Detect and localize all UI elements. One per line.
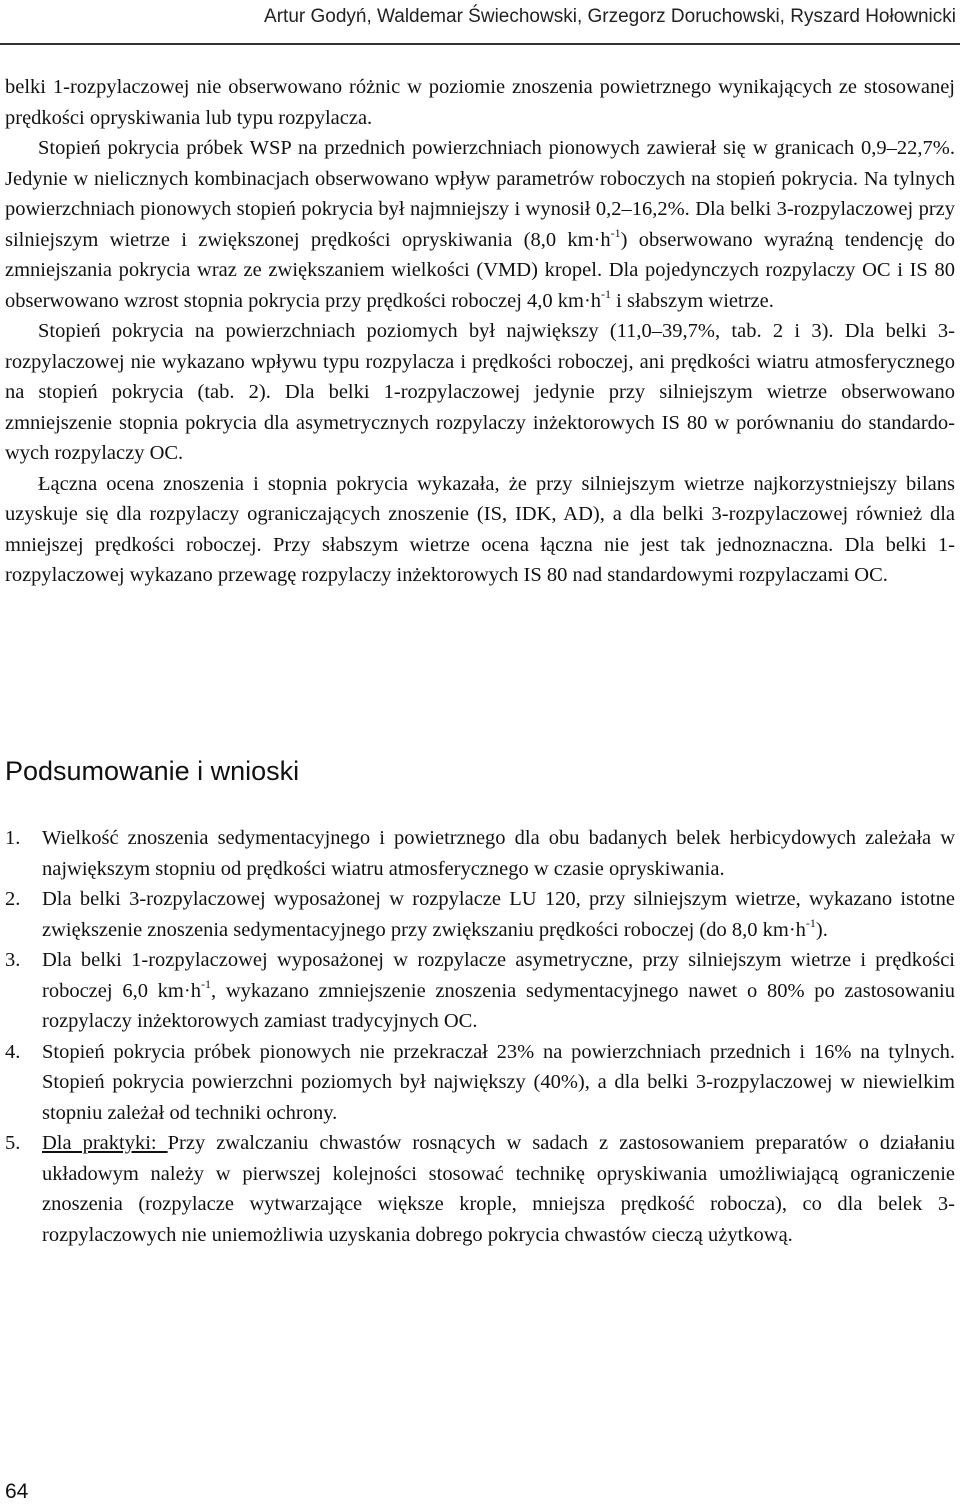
running-header: Artur Godyń, Waldemar Świechowski, Grzegorz Doruchowski, Ryszard Hołownicki — [264, 6, 956, 27]
list-item-text: Wielkość znoszenia sedymentacyjnego i powietrznego dla obu badanych belek herbicydowych zależała w największym stopniu od prędkości wiatru atmosferycznego w czasie opryskiwania. — [42, 827, 955, 880]
list-number: 2. — [5, 888, 21, 910]
list-item — [5, 884, 955, 945]
paragraph: Stopień pokrycia na powierzchniach poziomych był największy (11,0–39,7%, tab. 2 i 3). Dla belki 3-rozpylaczowej nie wykazano wpływu typu rozpylacza i prędkości roboczej, ani prędkości wiatru atmosferycznego na stopień pokrycia (tab. 2). Dla belki 1-rozpylaczowej jedynie przy silniejszym wietrze obserwowano zmniejszenie stopnia pokrycia dla asymetrycznych rozpylaczy inżektorowych IS 80 w porównaniu do standardowych rozpylaczy OC. — [5, 320, 955, 464]
main-text — [5, 72, 955, 591]
list-item — [5, 1037, 955, 1129]
list-item — [5, 823, 955, 884]
list-item-text: Dla praktyki: Przy zwalczaniu chwastów rosnących w sadach z zastosowaniem preparatów o działaniu układowym należy w pierwszej kolejności stosować technikę opryskiwania umożliwiającą ograniczenie znoszenia (rozpylacze wytwarzające większe krople, mniejsza prędkość robocza), co dla belek 3-rozpylaczowych nie uniemożliwia uzyskania dobrego pokrycia chwastów cieczą użytkową. — [42, 1132, 955, 1246]
list-item — [5, 945, 955, 1037]
list-item-text: Stopień pokrycia próbek pionowych nie przekraczał 23% na powierzchniach przednich i 16% na tylnych. Stopień pokrycia powierzchni poziomych był największy (40%), a dla belki 3-rozpylaczowej w niewielkim stopniu zależał od techniki ochrony. — [42, 1040, 955, 1124]
list-number: 4. — [5, 1040, 21, 1063]
paragraph: belki 1-rozpylaczowej nie obserwowano różnic w poziomie znoszenia powietrznego wynikających ze stosowanej prędkości opryskiwania lub typu rozpylacza. — [5, 76, 955, 129]
list-item-text: Dla belki 3-rozpylaczowej wyposażonej w rozpylacze LU 120, przy silniejszym wietrze, wykazano istotne zwiększenie znoszenia sedymentacyjnego przy zwiększaniu prędkości roboczej (do 8,0 $km\cdot h^{-1}$). — [42, 888, 955, 941]
list-number: 5. — [5, 1132, 21, 1154]
paragraph: Stopień pokrycia próbek WSP na przednich powierzchniach pionowych zawierał się w granicach 0,9–22,7%. Jedynie w nielicznych kombinacjach obserwowano wpływ parametrów roboczych na stopień pokrycia. Na tylnych powierzchniach pionowych stopień pokrycia był najmniejszy i wynosił 0,2–16,2%. Dla belki 3-rozpylaczowej przy silniejszym wietrze i zwiększonej prędkości opryskiwania (8,0 $km\cdot h^{-1}$) obserwowano wyraźną tendencję do zmniejszania pokrycia wraz ze zwiększaniem wielkości (VMD) kropel. Dla pojedynczych rozpylaczy OC i IS 80 obserwowano wzrost stopnia pokrycia przy prędkości roboczej 4,0 $km\cdot h^{-1}$ i słabszym wietrze. — [5, 137, 955, 312]
section-title: Podsumowanie i wnioski — [5, 756, 300, 786]
list-item-text: Dla belki 1-rozpylaczowej wyposażonej w rozpylacze asymetryczne, przy silniejszym wietrze i prędkości roboczej 6,0 $km\cdot h^{-1}$, wykazano zmniejszenie znoszenia sedymentacyjnego nawet o 80% po zastosowaniu rozpylaczy inżektorowych zamiast tradycyjnych OC. — [42, 949, 955, 1032]
list-number: 1. — [5, 827, 21, 849]
list-item — [5, 1128, 955, 1250]
header-rule — [0, 43, 960, 45]
page-number: 64 — [5, 1480, 29, 1503]
practice-label: Dla praktyki: — [42, 1132, 168, 1154]
list-number: 3. — [5, 949, 21, 971]
conclusions-list — [5, 823, 955, 1250]
paragraph: Łączna ocena znoszenia i stopnia pokrycia wykazała, że przy silniejszym wietrze najkorzystniejszy bilans uzyskuje się dla rozpylaczy ograniczających znoszenie (IS, IDK, AD), a dla belki 3-rozpylaczowej również dla mniejszej prędkości roboczej. Przy słabszym wietrze ocena łączna nie jest tak jednoznaczna. Dla belki 1-rozpylaczowej wykazano przewagę rozpylaczy inżektorowych IS 80 nad standardowymi rozpylaczami OC. — [5, 472, 955, 586]
